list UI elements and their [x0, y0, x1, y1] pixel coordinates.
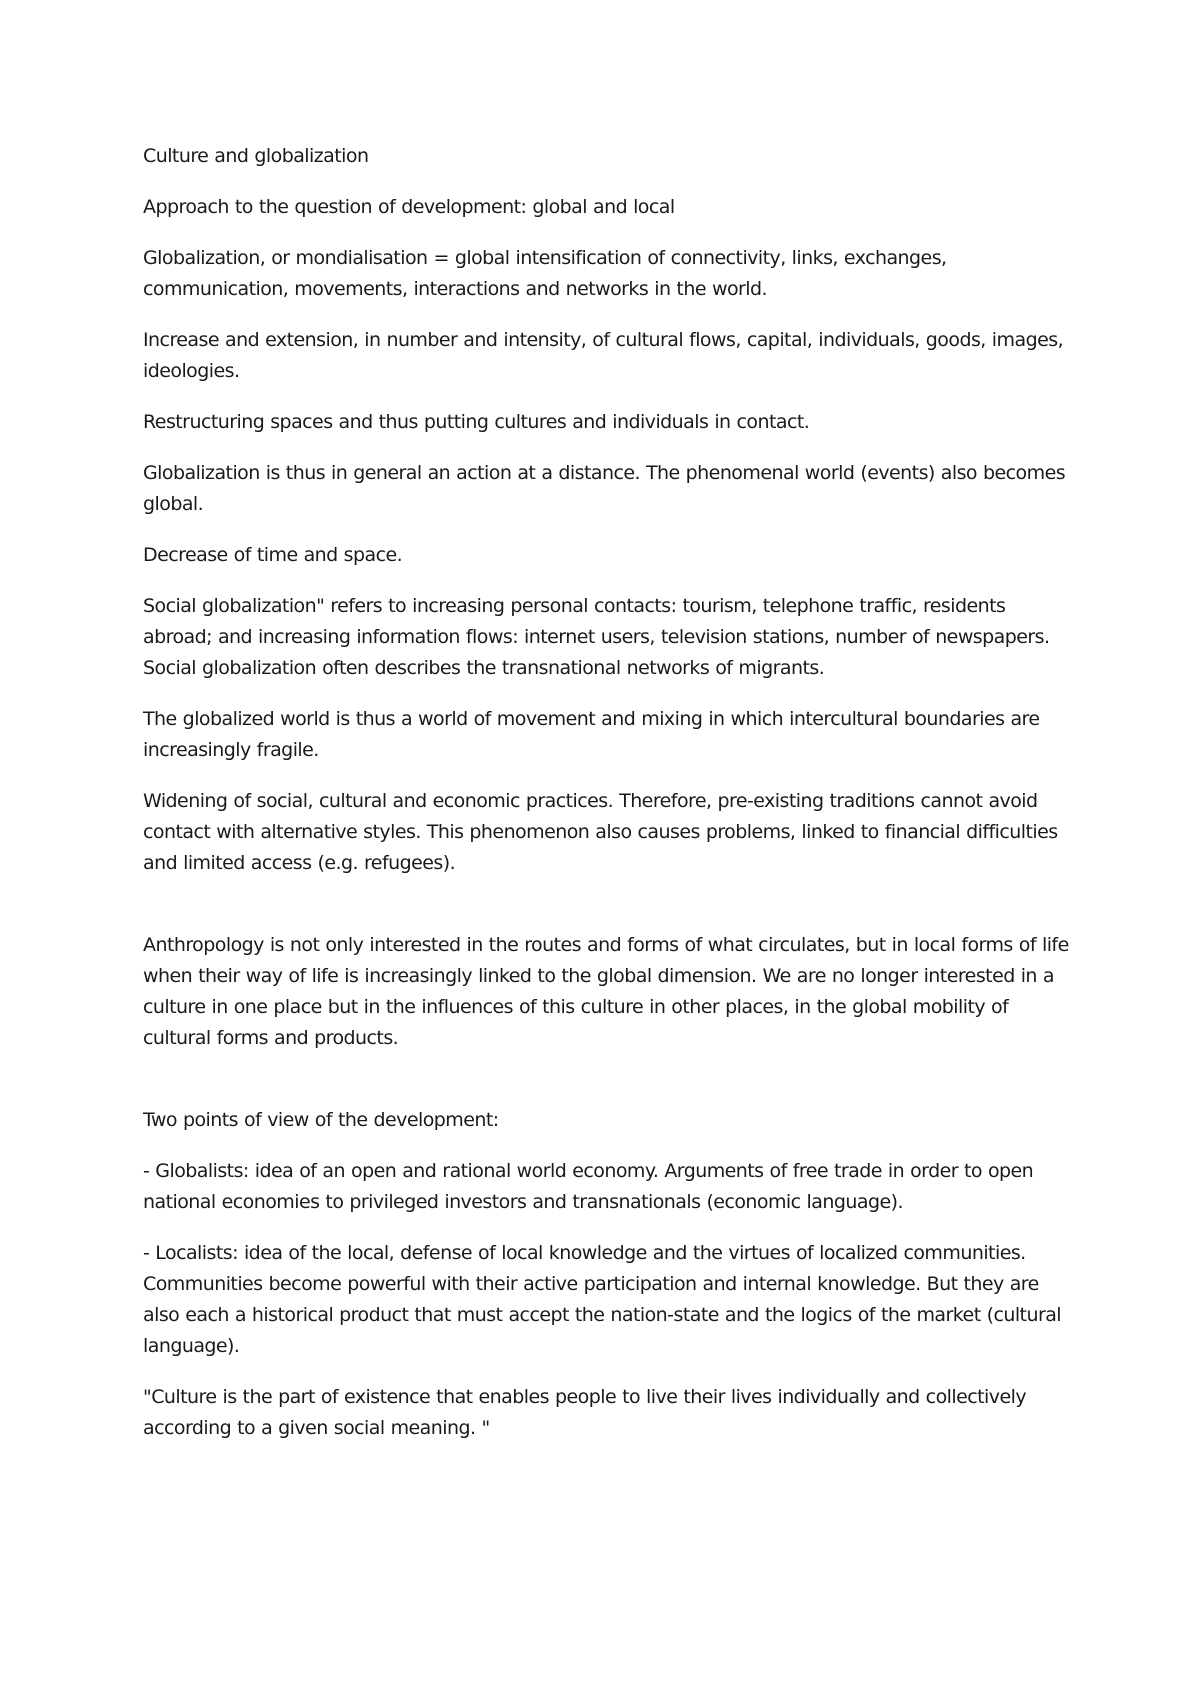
- paragraph-action-at-distance: Globalization is thus in general an action at a distance. The phenomenal world (events) also becomes global.: [143, 462, 1066, 515]
- paragraph-two-points-of-view: Two points of view of the development:: [143, 1109, 499, 1131]
- paragraph-localists: - Localists: idea of the local, defense of local knowledge and the virtues of localized communities. Communities become powerful with their active participation and internal knowledge. But they are also each a historical product that must accept the nation-state and the logics of the market (cultural language).: [143, 1242, 1062, 1357]
- document-body: [143, 141, 1073, 1464]
- paragraph-restructuring-spaces: Restructuring spaces and thus putting cultures and individuals in contact.: [143, 411, 810, 433]
- paragraph-globalization-definition: Globalization, or mondialisation = global intensification of connectivity, links, exchanges, communication, movements, interactions and networks in the world.: [143, 247, 947, 300]
- paragraph-globalized-world: The globalized world is thus a world of movement and mixing in which intercultural boundaries are increasingly fragile.: [143, 708, 1040, 761]
- paragraph-approach: Approach to the question of development: global and local: [143, 196, 675, 218]
- document-title: Culture and globalization: [143, 145, 369, 167]
- paragraph-widening-practices: Widening of social, cultural and economic practices. Therefore, pre-existing traditions cannot avoid contact with alternative styles. This phenomenon also causes problems, linked to financial difficulties and limited access (e.g. refugees).: [143, 790, 1058, 874]
- paragraph-social-globalization: Social globalization" refers to increasing personal contacts: tourism, telephone traffic, residents abroad; and increasing information flows: internet users, television stations, number of newspapers. Social globalization often describes the transnational networks of migrants.: [143, 595, 1050, 679]
- paragraph-increase-extension: Increase and extension, in number and intensity, of cultural flows, capital, individuals, goods, images, ideologies.: [143, 329, 1064, 382]
- paragraph-culture-quote: "Culture is the part of existence that enables people to live their lives individually and collectively according to a given social meaning. ": [143, 1386, 1027, 1439]
- paragraph-anthropology: Anthropology is not only interested in the routes and forms of what circulates, but in local forms of life when their way of life is increasingly linked to the global dimension. We are no longer interested in a culture in one place but in the influences of this culture in other places, in the global mobility of cultural forms and products.: [143, 934, 1069, 1049]
- paragraph-globalists: - Globalists: idea of an open and rational world economy. Arguments of free trade in order to open national economies to privileged investors and transnationals (economic language).: [143, 1160, 1034, 1213]
- paragraph-time-space: Decrease of time and space.: [143, 544, 403, 566]
